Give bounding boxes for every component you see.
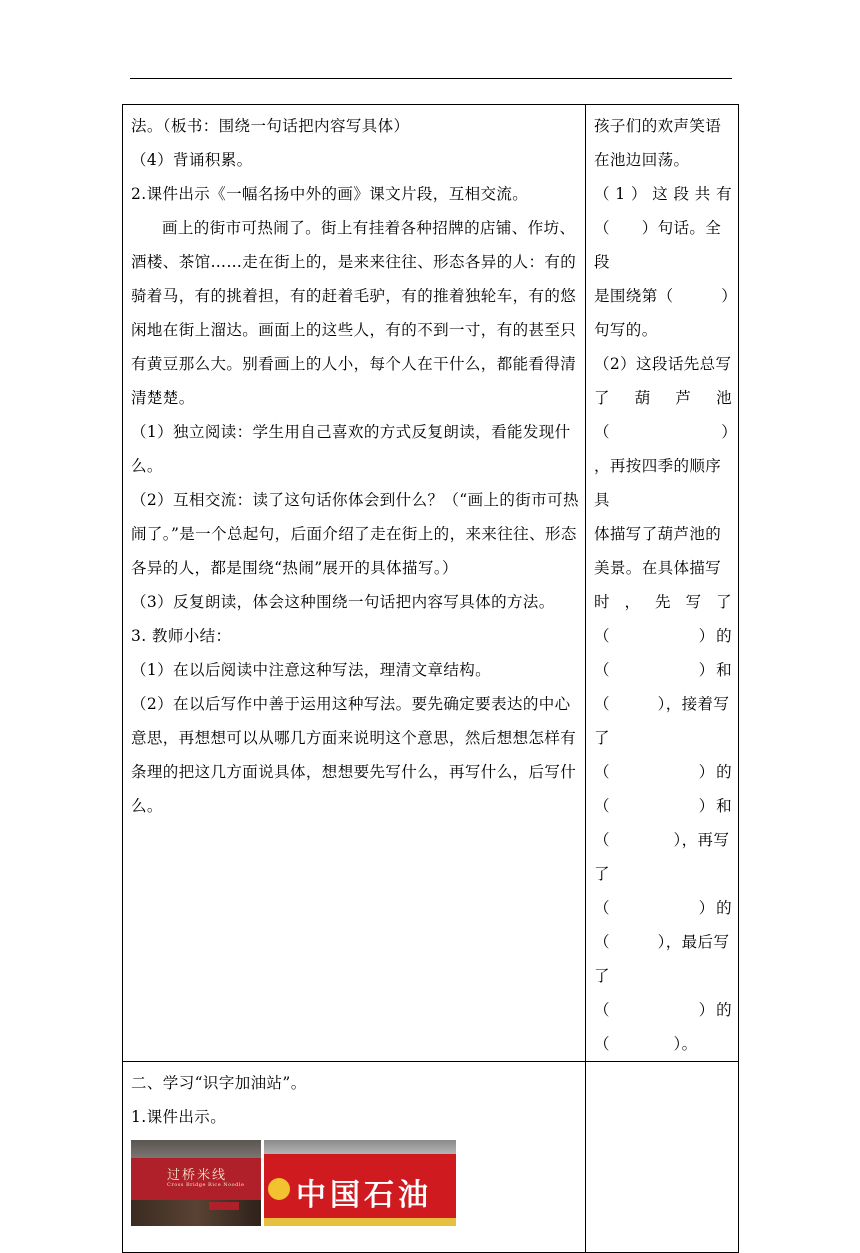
- worksheet-line: 时，先写了: [594, 593, 732, 611]
- summary-2: （2）在以后写作中善于运用这种写法。要先确定要表达的中心意思，再想想可以从哪几方面来说明这个意思，然后想想怎样有条理的把这几方面说具体，想想要先写什么，再写什么，后写什么。: [131, 695, 577, 815]
- table-row: [123, 1062, 739, 1253]
- right-cell-top: [586, 105, 739, 1062]
- worksheet-line: （ ）和: [594, 797, 732, 815]
- worksheet-line: （ ），最后写了: [594, 933, 730, 985]
- shop-sign-text: 过桥米线: [167, 1168, 228, 1183]
- worksheet-line: （ ）句话。全段: [594, 219, 722, 271]
- worksheet-line: 在池边回荡。: [594, 151, 690, 169]
- roof: [131, 1140, 261, 1158]
- worksheet-line: （ ）的: [594, 763, 732, 781]
- worksheet-line: （ ），再写了: [594, 831, 730, 883]
- section-item: 1.课件出示。: [131, 1108, 227, 1126]
- question-2: （2）互相交流：读了这句话你体会到什么？（“画上的街市可热闹了。”是一个总起句，后面介绍了走在街上的，来来往往、形态各异的人，都是围绕“热闹”展开的具体描写。）: [131, 491, 579, 577]
- worksheet-line: （ ）的: [594, 1001, 732, 1019]
- text-line: （4）背诵积累。: [131, 151, 253, 169]
- small-red-sign: [209, 1202, 239, 1210]
- lesson-table: [122, 104, 739, 1253]
- text-line: 2.课件出示《一幅名扬中外的画》课文片段，互相交流。: [131, 185, 529, 203]
- section-heading: 二、学习“识字加油站”。: [131, 1074, 307, 1092]
- petrochina-sign-text: 中国石油: [296, 1178, 432, 1213]
- summary-title: 3. 教师小结：: [131, 627, 232, 645]
- canopy: [264, 1140, 456, 1154]
- left-cell-bottom: [123, 1062, 586, 1253]
- passage: 画上的街市可热闹了。街上有挂着各种招牌的店铺、作坊、酒楼、茶馆……走在街上的，是来来往往、形态各异的人：有的骑着马，有的挑着担，有的赶着毛驴，有的推着独轮车，有的悠闲地在街上溜达。画面上的这些人，有的不到一寸，有的甚至只有黄豆那么大。别看画上的人小，每个人在干什么，都能看得清清楚楚。: [131, 219, 577, 407]
- worksheet-line: （ ），接着写了: [594, 695, 730, 747]
- worksheet-line: 是围绕第（ ）: [594, 287, 738, 305]
- sign-trim: [264, 1218, 456, 1226]
- left-cell-top: [123, 105, 586, 1062]
- worksheet-line: （ ）的: [594, 627, 732, 645]
- table-row: [123, 105, 739, 1062]
- right-cell-bottom: [586, 1062, 739, 1253]
- worksheet-line: （ ）和: [594, 661, 732, 679]
- summary-1: （1）在以后阅读中注意这种写法，理清文章结构。: [131, 661, 492, 679]
- shop-sign-subtext: Cross Bridge Rice Noodle: [167, 1182, 245, 1188]
- worksheet-line: （ ）的: [594, 899, 732, 917]
- worksheet-line: （ ）: [594, 423, 738, 441]
- courseware-images: [131, 1138, 579, 1226]
- worksheet-line: 体描写了葫芦池的: [594, 525, 722, 543]
- rice-noodle-shop-photo: [131, 1140, 261, 1226]
- worksheet-line: ，再按四季的顺序具: [594, 457, 722, 509]
- worksheet-line: 美景。在具体描写: [594, 559, 722, 577]
- worksheet-line: （ ）。: [594, 1035, 698, 1053]
- worksheet-line: 孩子们的欢声笑语: [594, 117, 722, 135]
- shop-sign: [131, 1158, 261, 1200]
- text-line: 法。（板书：围绕一句话把内容写具体）: [131, 117, 410, 135]
- worksheet-line: （1）这段共有: [594, 185, 732, 203]
- storefront: [131, 1200, 261, 1226]
- petrochina-sign-photo: [264, 1140, 456, 1226]
- worksheet-line: （2）这段话先总写: [594, 355, 732, 373]
- question-1: （1）独立阅读：学生用自己喜欢的方式反复朗读，看能发现什么。: [131, 423, 571, 475]
- worksheet-line: 了葫芦池: [594, 389, 732, 407]
- worksheet-line: 句写的。: [594, 321, 658, 339]
- question-3: （3）反复朗读，体会这种围绕一句话把内容写具体的方法。: [131, 593, 555, 611]
- header-rule: [130, 78, 732, 79]
- petrochina-logo-icon: [268, 1178, 290, 1200]
